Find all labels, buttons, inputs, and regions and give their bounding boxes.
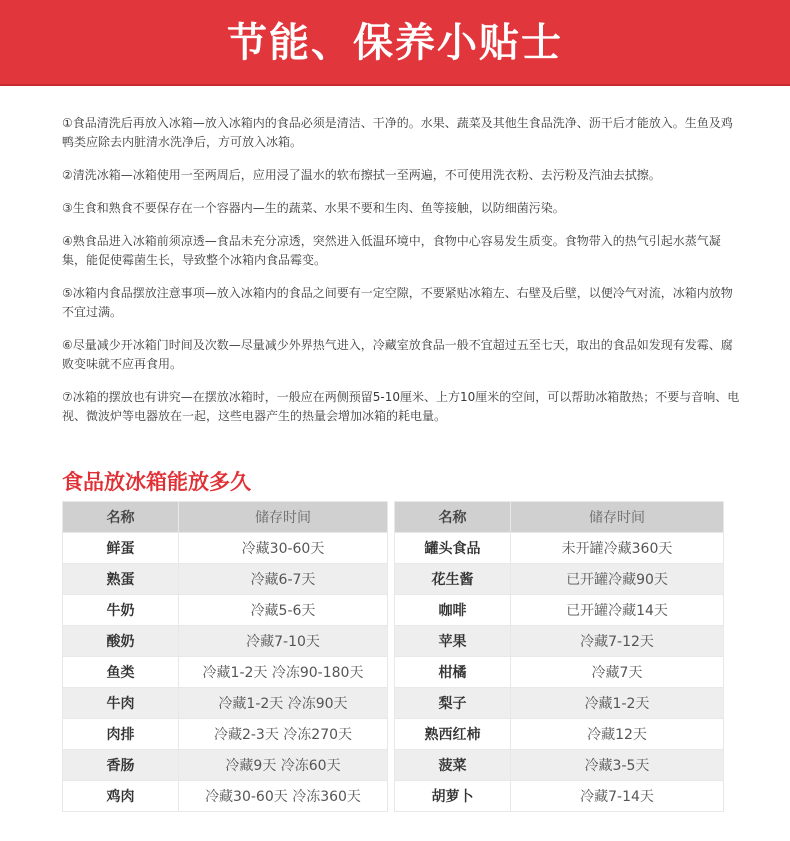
right-food-name: 胡萝卜 [395, 781, 511, 812]
column-gap [388, 688, 395, 719]
column-gap [388, 719, 395, 750]
column-gap [388, 781, 395, 812]
tip-item: ②清洗冰箱—冰箱使用一至两周后，应用浸了温水的软布擦拭一至两遍，不可使用洗衣粉、去污粉及汽油去拭擦。 [62, 168, 661, 182]
tip-item: ⑤冰箱内食品摆放注意事项—放入冰箱内的食品之间要有一定空隙，不要紧贴冰箱左、右壁及后壁，以便冷气对流，冰箱内放物不宜过满。 [62, 286, 733, 319]
left-food-name: 鸡肉 [63, 781, 179, 812]
right-food-name: 熟西红柿 [395, 719, 511, 750]
header-time-right: 储存时间 [511, 502, 724, 533]
right-storage-time: 未开罐冷藏360天 [511, 533, 724, 564]
left-storage-time: 冷藏1-2天 冷冻90天 [179, 688, 388, 719]
left-food-name: 牛奶 [63, 595, 179, 626]
storage-table [62, 501, 724, 812]
right-storage-time: 已开罐冷藏14天 [511, 595, 724, 626]
right-storage-time: 冷藏7-14天 [511, 781, 724, 812]
column-gap [388, 657, 395, 688]
table-row [63, 564, 724, 595]
right-food-name: 花生酱 [395, 564, 511, 595]
tip-item: ①食品清洗后再放入冰箱—放入冰箱内的食品必须是清洁、干净的。水果、蔬菜及其他生食品洗净、沥干后才能放入。生鱼及鸡鸭类应除去内脏清水洗净后，方可放入冰箱。 [62, 116, 733, 149]
column-gap [388, 750, 395, 781]
left-food-name: 肉排 [63, 719, 179, 750]
tip-item: ⑥尽量减少开冰箱门时间及次数—尽量减少外界热气进入，冷藏室放食品一般不宜超过五至七天，取出的食品如发现有发霉、腐败变味就不应再食用。 [62, 338, 733, 371]
table-row [63, 533, 724, 564]
table-row [63, 688, 724, 719]
right-storage-time: 冷藏7天 [511, 657, 724, 688]
section-title: 食品放冰箱能放多久 [62, 470, 251, 494]
tip-item: ③生食和熟食不要保存在一个容器内—生的蔬菜、水果不要和生肉、鱼等接触，以防细菌污染。 [62, 201, 565, 215]
table-header-row [63, 502, 724, 533]
left-storage-time: 冷藏2-3天 冷冻270天 [179, 719, 388, 750]
left-storage-time: 冷藏7-10天 [179, 626, 388, 657]
table-row [63, 657, 724, 688]
left-food-name: 熟蛋 [63, 564, 179, 595]
right-food-name: 梨子 [395, 688, 511, 719]
right-storage-time: 已开罐冷藏90天 [511, 564, 724, 595]
left-food-name: 鲜蛋 [63, 533, 179, 564]
column-gap [388, 626, 395, 657]
right-food-name: 菠菜 [395, 750, 511, 781]
header-name-left: 名称 [63, 502, 179, 533]
right-food-name: 咖啡 [395, 595, 511, 626]
header-time-left: 储存时间 [179, 502, 388, 533]
left-food-name: 酸奶 [63, 626, 179, 657]
header-banner [0, 0, 790, 86]
right-storage-time: 冷藏12天 [511, 719, 724, 750]
tip-item: ④熟食品进入冰箱前须凉透—食品未充分凉透，突然进入低温环境中，食物中心容易发生质变。食物带入的热气引起水蒸气凝集，能促使霉菌生长，导致整个冰箱内食品霉变。 [62, 234, 721, 267]
tip-item: ⑦冰箱的摆放也有讲究—在摆放冰箱时，一般应在两侧预留5-10厘米、上方10厘米的空间，可以帮助冰箱散热；不要与音响、电视、微波炉等电器放在一起，这些电器产生的热量会增加冰箱的耗电量。 [62, 390, 740, 423]
table-row [63, 626, 724, 657]
right-food-name: 罐头食品 [395, 533, 511, 564]
right-storage-time: 冷藏1-2天 [511, 688, 724, 719]
right-storage-time: 冷藏7-12天 [511, 626, 724, 657]
table-row [63, 781, 724, 812]
right-food-name: 苹果 [395, 626, 511, 657]
left-food-name: 牛肉 [63, 688, 179, 719]
left-storage-time: 冷藏30-60天 [179, 533, 388, 564]
column-gap [388, 533, 395, 564]
right-food-name: 柑橘 [395, 657, 511, 688]
left-storage-time: 冷藏30-60天 冷冻360天 [179, 781, 388, 812]
left-storage-time: 冷藏5-6天 [179, 595, 388, 626]
table-row [63, 595, 724, 626]
table-row [63, 750, 724, 781]
table-row [63, 719, 724, 750]
left-food-name: 香肠 [63, 750, 179, 781]
page-title: 节能、保养小贴士 [227, 20, 563, 66]
column-gap [388, 595, 395, 626]
left-storage-time: 冷藏6-7天 [179, 564, 388, 595]
left-storage-time: 冷藏9天 冷冻60天 [179, 750, 388, 781]
tips-list [62, 114, 742, 440]
right-storage-time: 冷藏3-5天 [511, 750, 724, 781]
left-food-name: 鱼类 [63, 657, 179, 688]
column-gap [388, 564, 395, 595]
column-gap [388, 502, 395, 533]
header-name-right: 名称 [395, 502, 511, 533]
left-storage-time: 冷藏1-2天 冷冻90-180天 [179, 657, 388, 688]
